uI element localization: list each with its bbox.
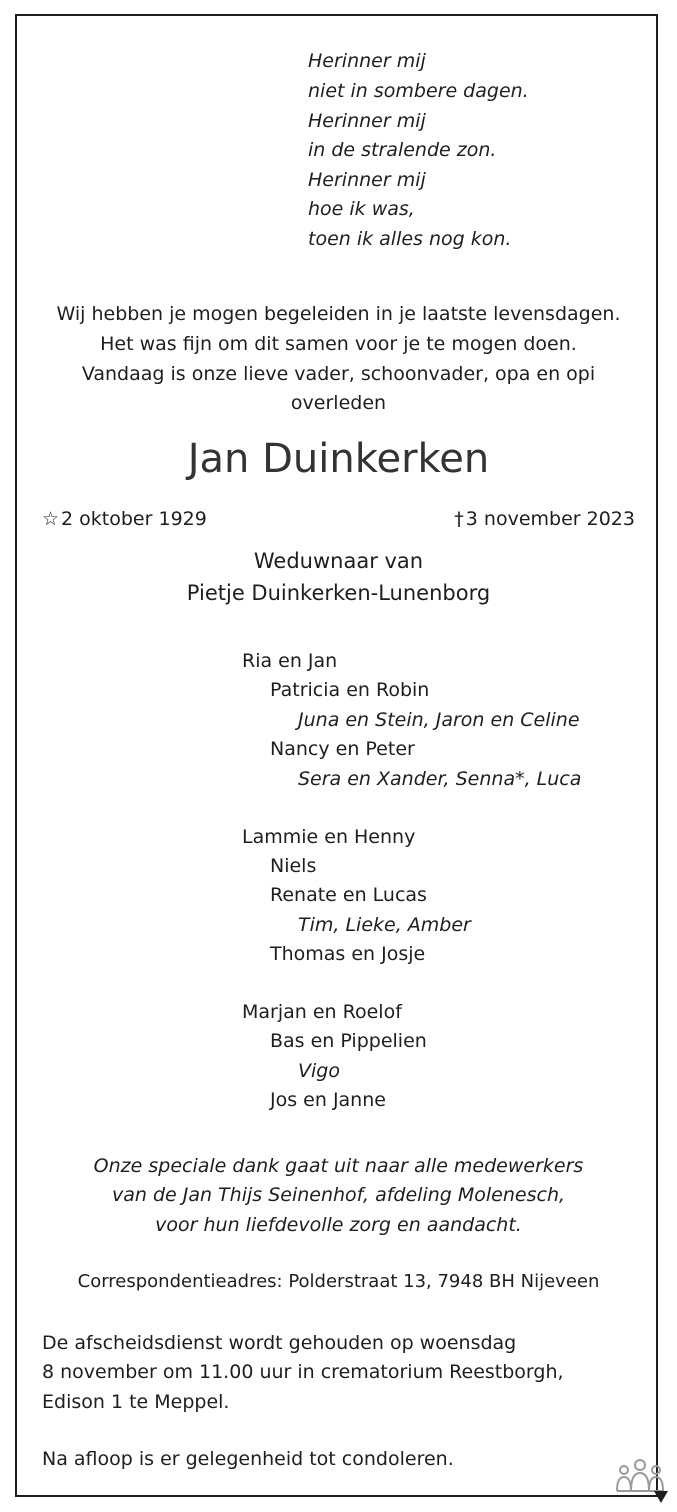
poem-line: Herinner mij (308, 50, 426, 72)
service-line: 8 november om 11.00 uur in crematorium Reestborgh, (42, 1361, 564, 1383)
death-date (454, 508, 635, 530)
family-member: Marjan en Roelof (242, 1001, 402, 1023)
correspondence-address: Correspondentieadres: Polderstraat 13, 7948 BH Nijeveen (77, 1271, 600, 1292)
thanks-line: van de Jan Thijs Seinenhof, afdeling Molenesch, (111, 1184, 566, 1206)
family-member: Nancy en Peter (270, 738, 415, 760)
deceased-name: Jan Duinkerken (187, 436, 490, 482)
service-line: Edison 1 te Meppel. (42, 1391, 230, 1413)
birth-date (42, 508, 207, 530)
poem-line: Herinner mij (308, 110, 426, 132)
service-line: De afscheidsdienst wordt gehouden op woensdag (42, 1332, 517, 1354)
poem-line: hoe ik was, (308, 198, 415, 220)
family-member: Sera en Xander, Senna*, Luca (298, 768, 582, 790)
poem-line: in de stralende zon. (308, 139, 497, 161)
family-member: Niels (270, 855, 317, 877)
poem-line: toen ik alles nog kon. (308, 228, 512, 250)
star-icon: ☆ (42, 508, 60, 530)
family-member: Bas en Pippelien (270, 1030, 427, 1052)
family-member: Thomas en Josje (270, 943, 426, 965)
widower-label: Weduwnaar van (253, 549, 424, 573)
triangle-down-icon[interactable] (654, 1491, 668, 1503)
death-date-text: 3 november 2023 (465, 508, 635, 530)
thanks-line: Onze speciale dank gaat uit naar alle medewerkers (93, 1155, 584, 1177)
condolence-line: Na afloop is er gelegenheid tot condoleren. (42, 1448, 454, 1470)
family-member: Juna en Stein, Jaron en Celine (298, 709, 580, 731)
poem-line: Herinner mij (308, 169, 426, 191)
thanks-line: voor hun liefdevolle zorg en aandacht. (155, 1214, 522, 1236)
family-member: Tim, Lieke, Amber (298, 914, 471, 936)
family-member: Patricia en Robin (270, 679, 430, 701)
widower-spouse: Pietje Duinkerken-Lunenborg (186, 581, 491, 605)
intro-line: Vandaag is onze lieve vader, schoonvader, opa en opi (81, 363, 596, 385)
family-member: Jos en Janne (270, 1089, 386, 1111)
birth-date-text: 2 oktober 1929 (61, 508, 207, 530)
intro-line: Wij hebben je mogen begeleiden in je laatste levensdagen. (56, 303, 621, 325)
family-member: Ria en Jan (242, 650, 338, 672)
poem-line: niet in sombere dagen. (308, 80, 529, 102)
family-member: Renate en Lucas (270, 884, 427, 906)
cross-icon: † (454, 508, 464, 530)
intro-line: overleden (290, 392, 387, 414)
intro-line: Het was fijn om dit samen voor je te mogen doen. (100, 333, 577, 355)
family-member: Lammie en Henny (242, 826, 416, 848)
family-member: Vigo (298, 1060, 340, 1082)
